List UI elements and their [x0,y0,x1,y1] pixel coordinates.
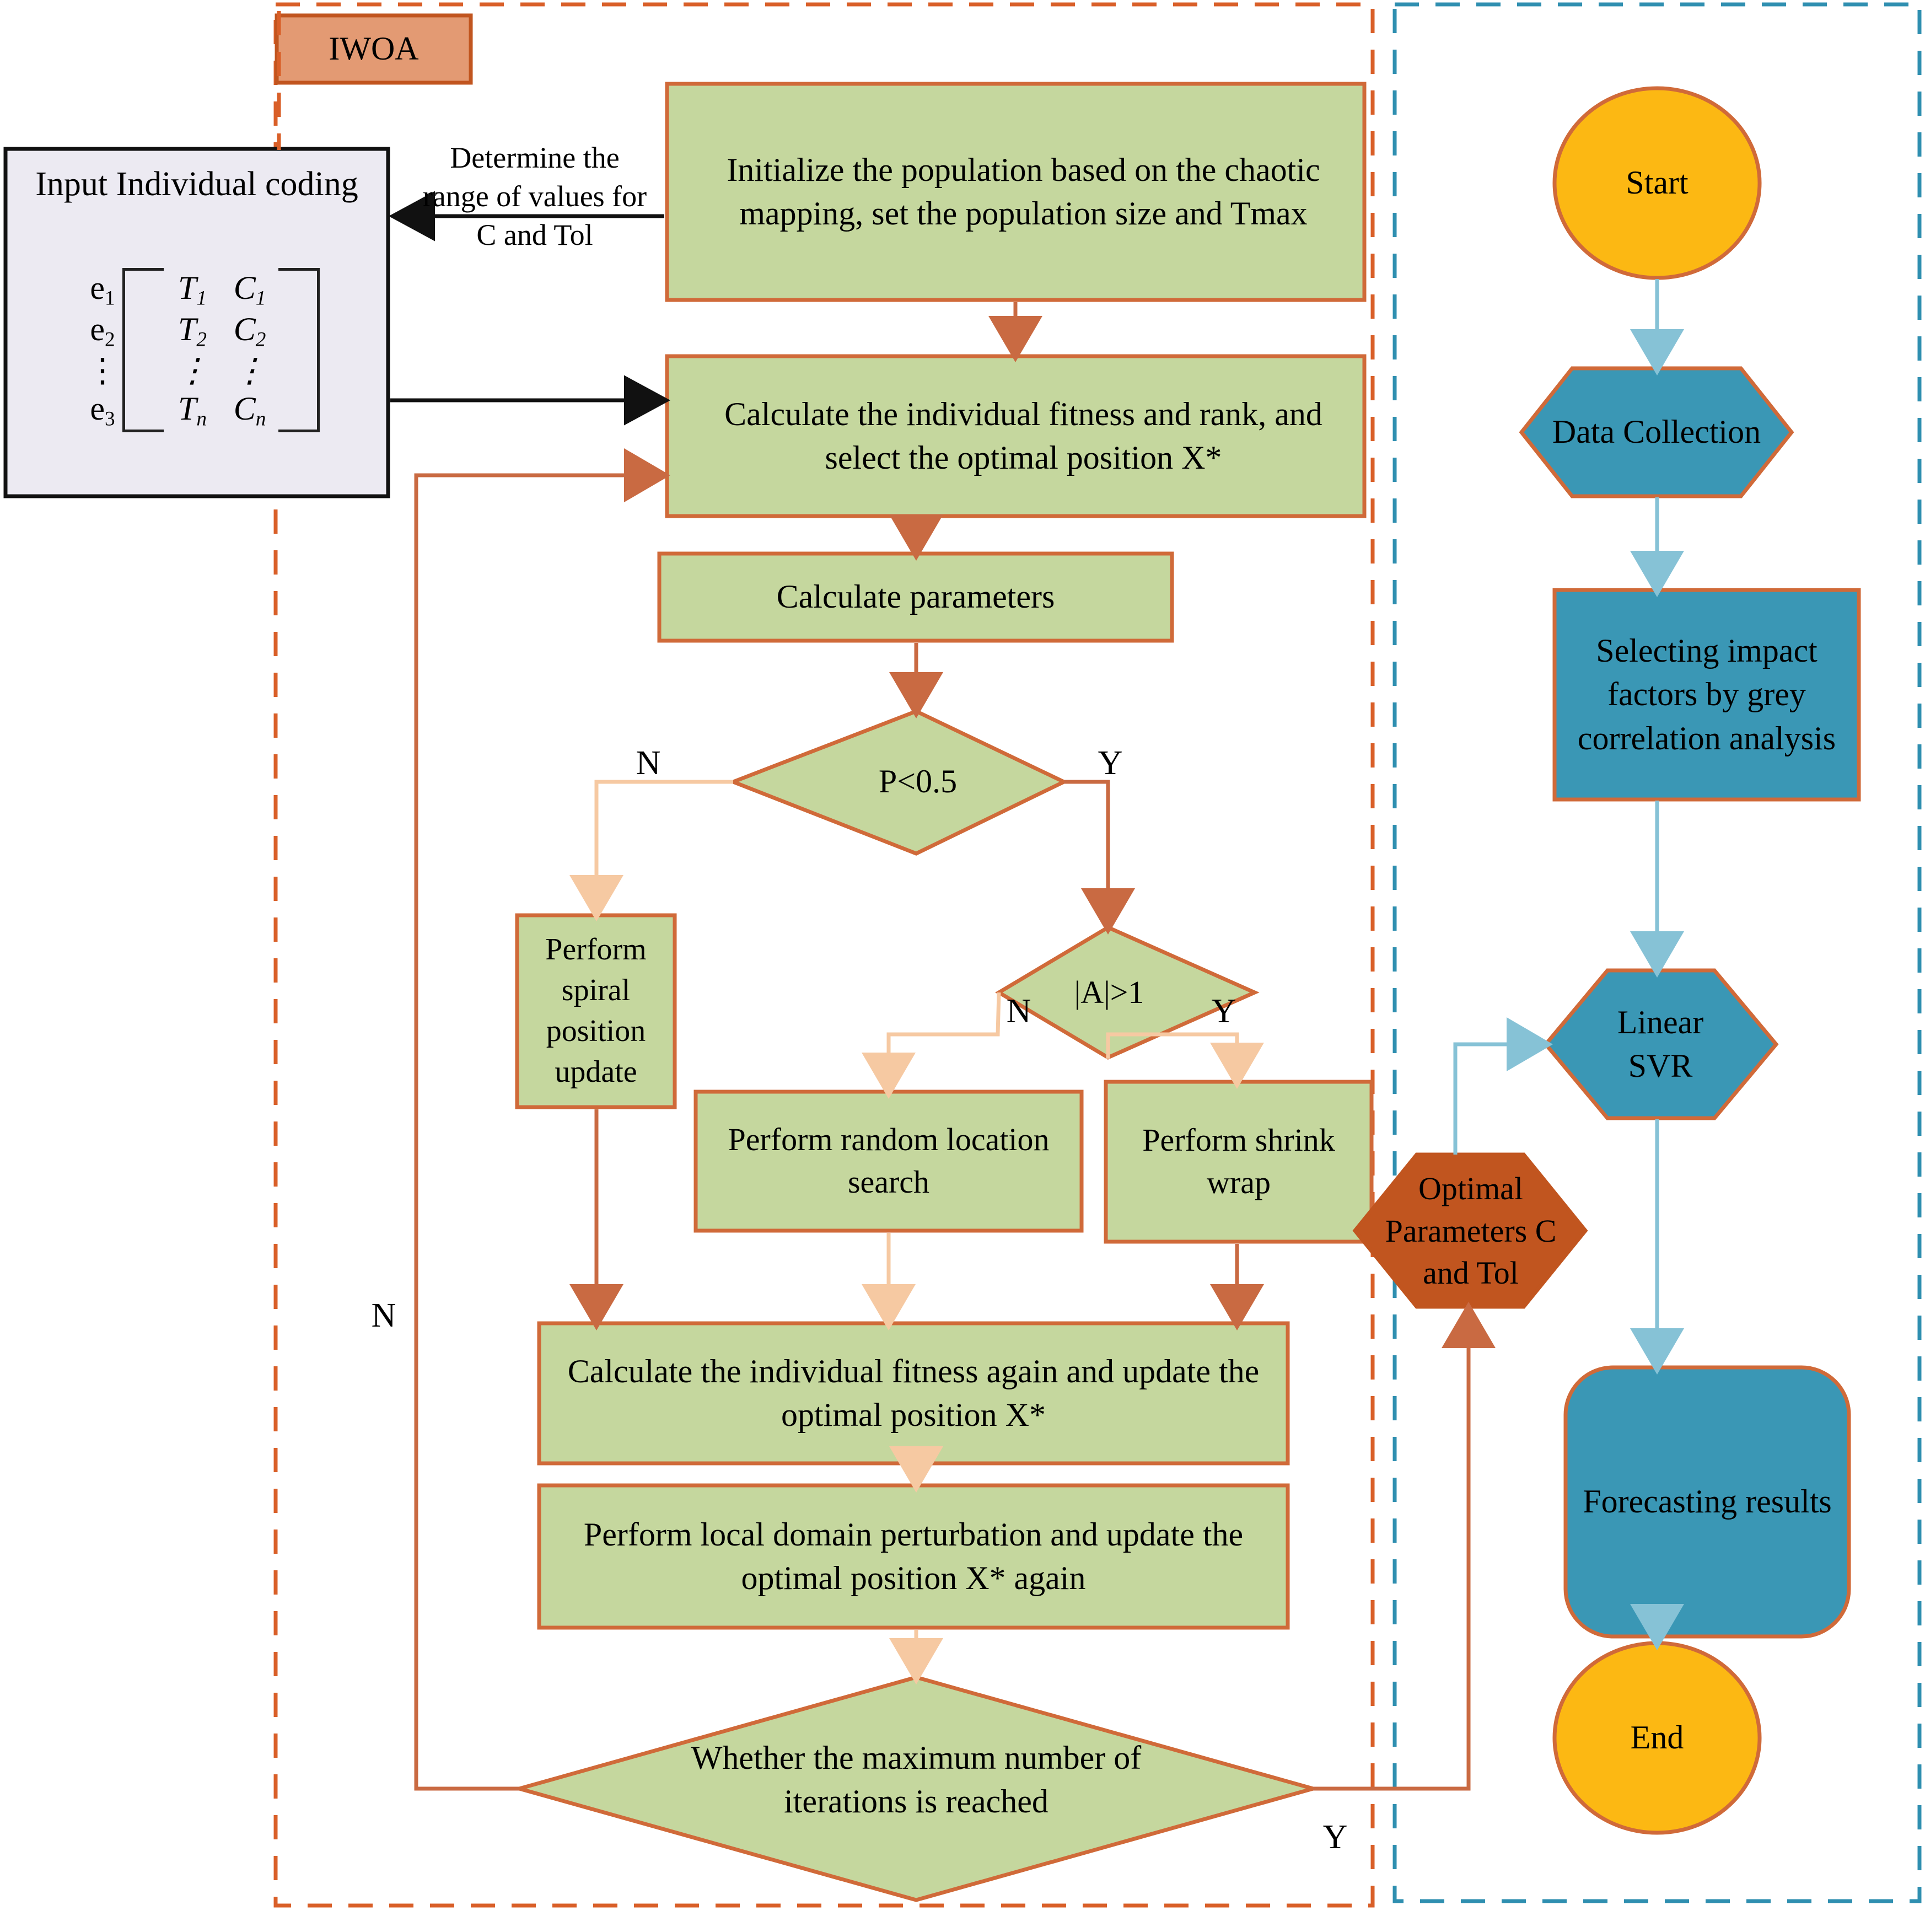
node-start [1555,88,1760,278]
node-data-collection [1521,368,1792,496]
input-coding-label: Input Individual coding [35,165,358,203]
branch-label-iter-yes: Y [1322,1818,1348,1856]
calc-params-label: Calculate parameters [776,578,1055,615]
matrix-cell: $C_1$ [233,270,266,310]
initialize-label: Initialize the population based on the chaotic mapping, set the population size and Tmax [727,151,1320,232]
branch-label-iter-no: N [371,1296,396,1334]
grey-relation-label: Selecting impact factors by grey correlation analysis [1577,632,1836,756]
node-decision-max-iter [519,1677,1313,1900]
matrix-row-label: $e_3$ [90,390,115,431]
node-end [1555,1643,1760,1833]
decision-a-label: |A|>1 [1074,974,1144,1010]
matrix-cell: $C_n$ [233,390,266,431]
individual-coding-matrix [8,211,386,490]
node-shrink-wrap [1106,1082,1372,1242]
matrix-cell: $C_2$ [233,310,266,351]
node-calc-again [539,1323,1288,1463]
node-initialize [667,84,1364,300]
branch-label-a-yes: Y [1211,992,1236,1030]
matrix-row-label: $e_1$ [90,270,115,310]
local-perturb-label: Perform local domain perturbation and update the optimal position X* again [583,1516,1244,1596]
node-decision-p [733,711,1064,854]
node-forecast [1566,1367,1849,1636]
node-spiral-update [517,915,675,1107]
matrix-row-label: $e_2$ [90,310,115,351]
node-optimal-params [1355,1155,1585,1307]
edge-optimal-to-svr [1455,1044,1541,1155]
end-label: End [1630,1719,1684,1756]
branch-label-p-yes: Y [1098,744,1123,782]
node-local-perturb [539,1485,1288,1628]
data-collection-label: Data Collection [1552,414,1761,450]
edge-label-determine-range: Determine the range of values for C and Tol [422,141,647,252]
decision-max-iter-label: Whether the maximum number of iterations is reached [691,1739,1142,1820]
node-random-search [696,1092,1082,1231]
node-calc-fitness [667,356,1364,516]
decision-p-label: P<0.5 [878,763,958,800]
branch-label-a-no: N [1006,992,1031,1030]
node-calc-params [659,554,1172,641]
edge-a-no-to-random [889,992,999,1087]
matrix-cell: $T_2$ [178,310,207,351]
matrix-bracket-right [278,269,319,431]
iwoa-tag-label: IWOA [329,30,419,67]
edge-p-yes-to-decision-a [1064,782,1108,923]
spiral-update-label: Perform spiral position update [545,932,647,1089]
edge-iter-yes-to-optimal [1313,1313,1469,1789]
edge-p-no-to-spiral [596,782,733,910]
random-search-label: Perform random location search [728,1121,1050,1200]
linear-svr-label: Linear SVR [1617,1003,1704,1084]
branch-label-p-no: N [636,744,661,782]
start-label: Start [1626,164,1689,201]
matrix-cell: ⋮ [233,352,266,389]
matrix-bracket-left [124,269,164,431]
shrink-wrap-label: Perform shrink wrap [1142,1122,1335,1200]
node-linear-svr [1546,970,1776,1118]
optimal-params-label: Optimal Parameters C and Tol [1385,1171,1557,1291]
node-grey-relation [1555,590,1859,799]
matrix-cell: $T_1$ [178,270,207,310]
calc-fitness-label: Calculate the individual fitness and rank, and select the optimal position X* [724,395,1322,476]
matrix-cell: $T_n$ [178,390,207,431]
node-iwoa-tag [277,15,471,83]
matrix-cell: ⋮ [176,352,209,389]
forecast-label: Forecasting results [1583,1483,1832,1520]
calc-again-label: Calculate the individual fitness again and update the optimal position X* [567,1353,1260,1433]
matrix-row-label: ⋮ [86,352,119,389]
